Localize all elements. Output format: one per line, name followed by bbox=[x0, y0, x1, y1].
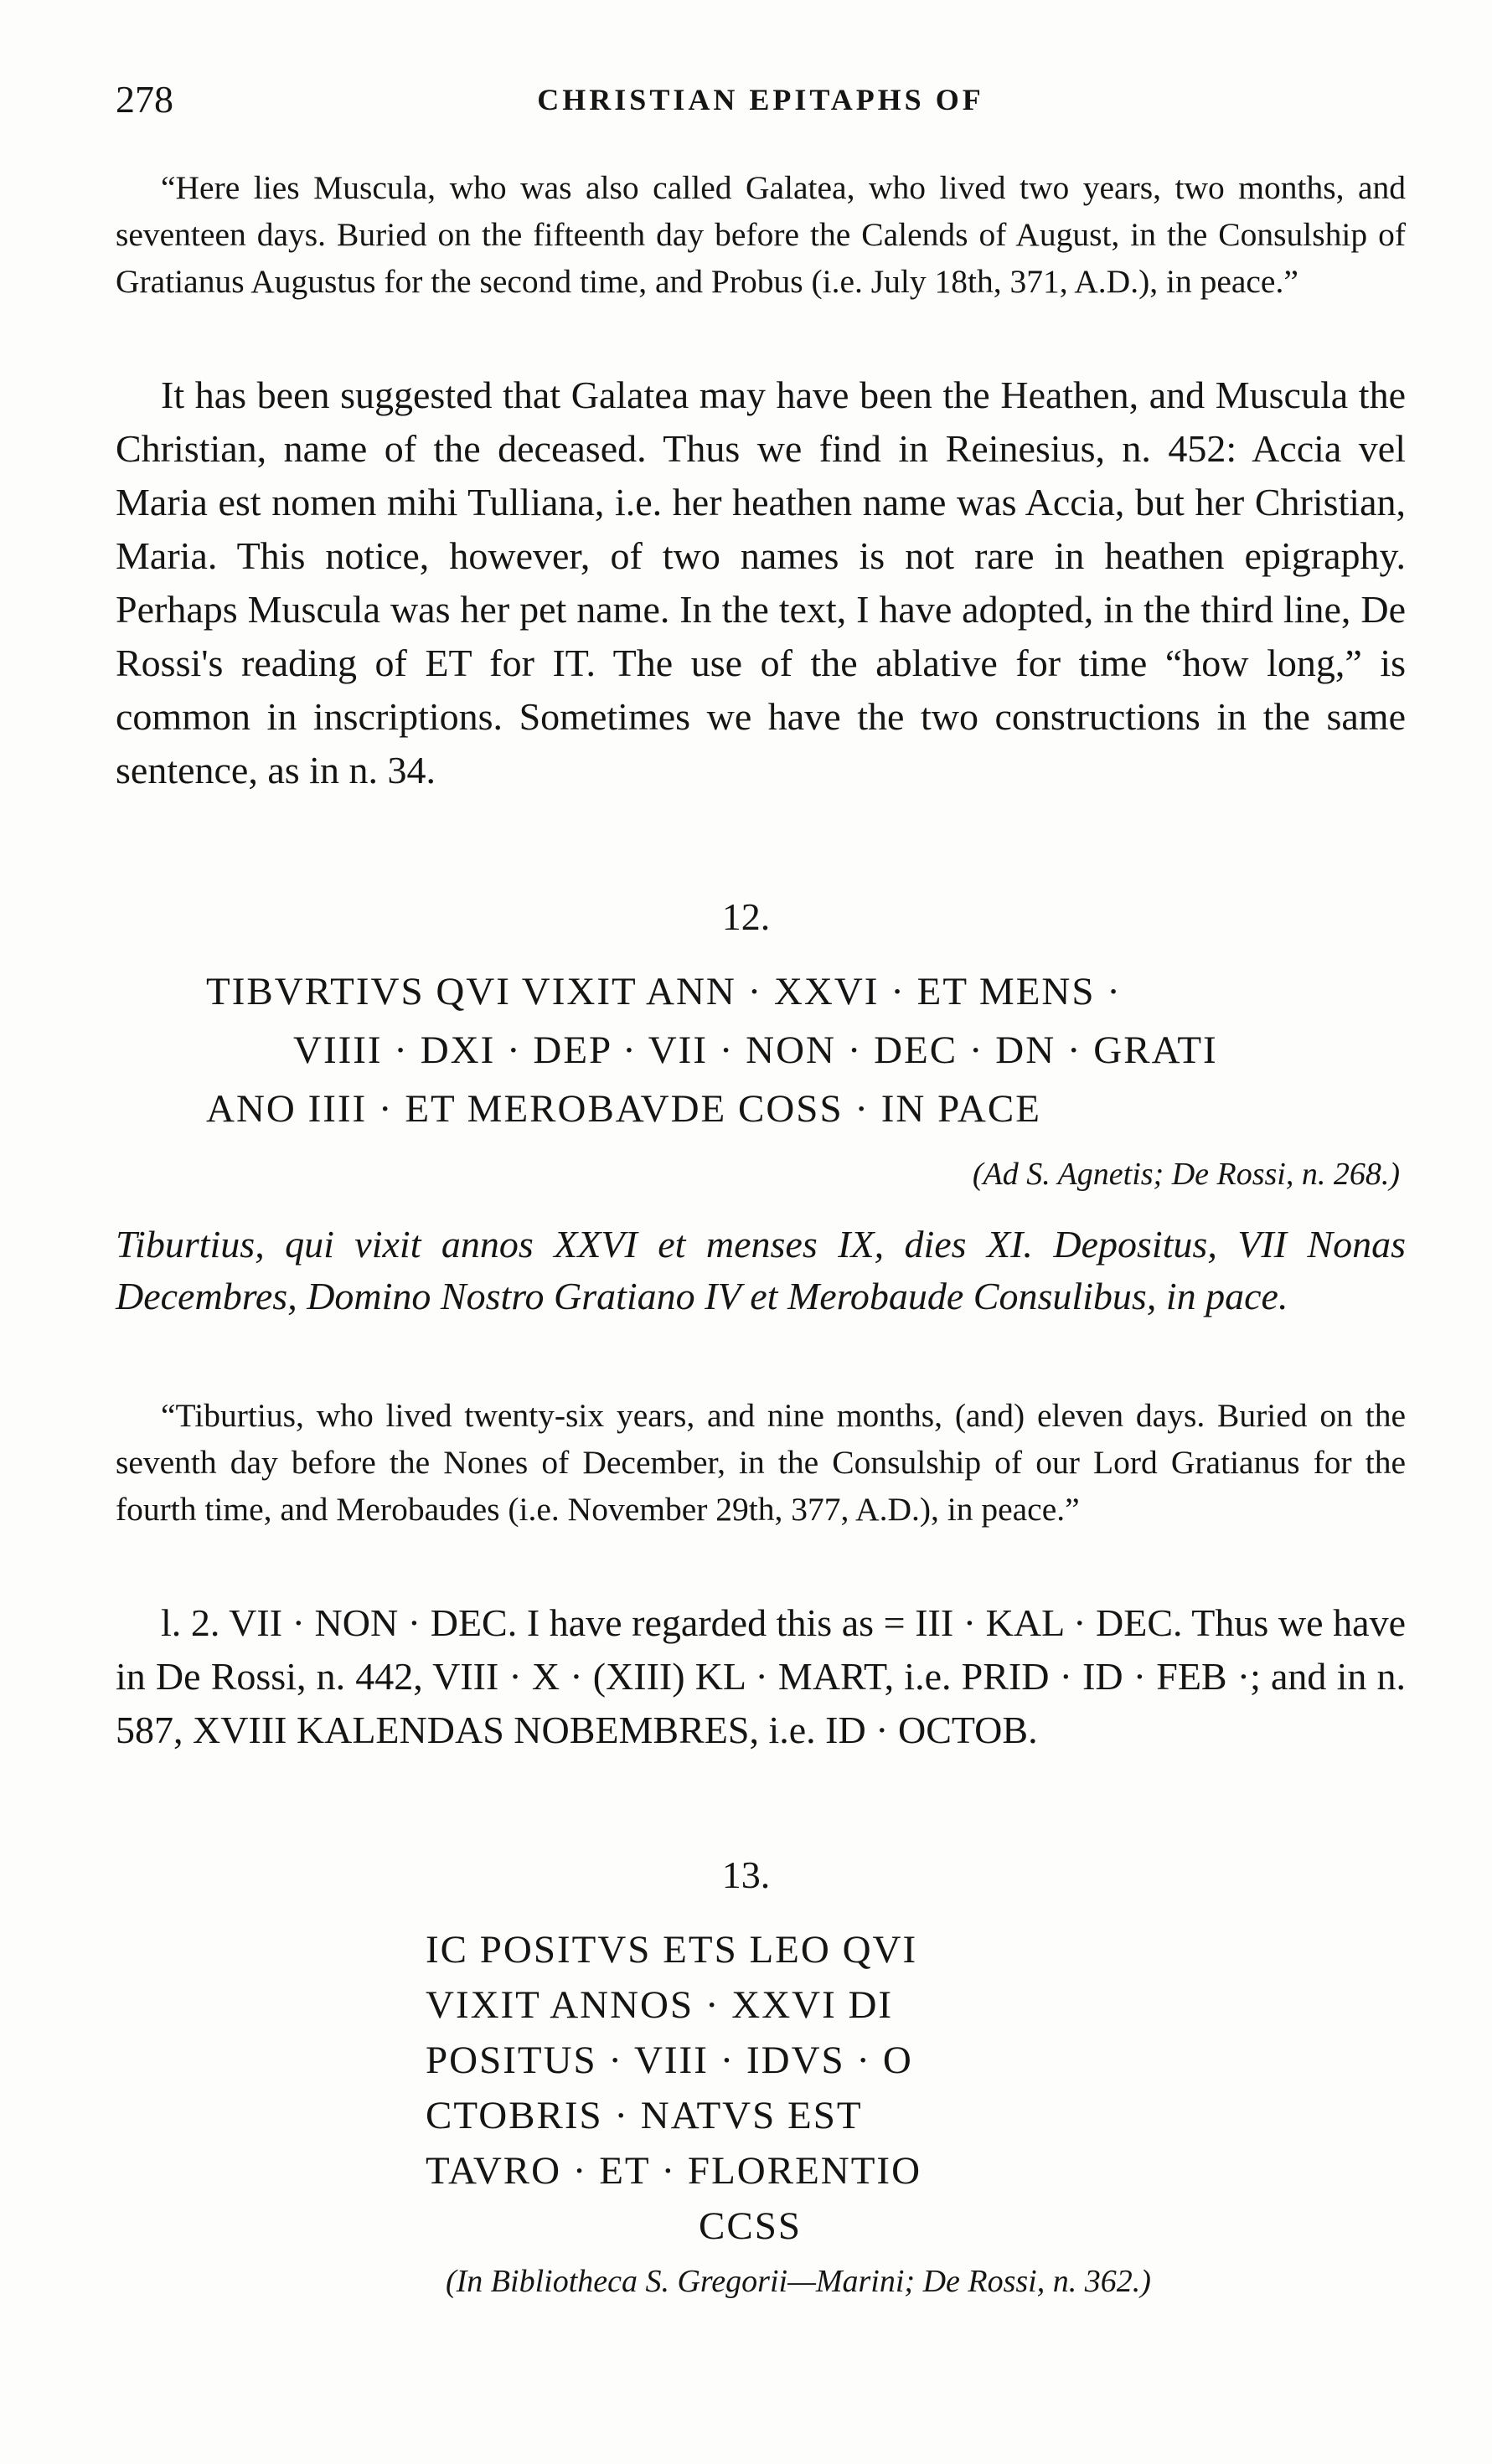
running-title: CHRISTIAN EPITAPHS OF bbox=[537, 83, 984, 116]
note-paragraph-12: l. 2. VII · NON · DEC. I have regarded this as = III · KAL · DEC. Thus we have in De Rossi, n. 442, VIII · X · (XIII) KL · MART, i.e. PRID · ID · FEB ·; and in n. 587, XVIII KALENDAS NOBEMBRES, i.e. ID · OCTOB. bbox=[116, 1601, 1406, 1751]
source-citation-12: (Ad S. Agnetis; De Rossi, n. 268.) bbox=[972, 1157, 1400, 1192]
section-number-12: 12. bbox=[721, 895, 771, 938]
inscription-13-line-6: CCSS bbox=[699, 2204, 802, 2248]
section-number-13: 13. bbox=[721, 1853, 771, 1896]
inscription-12-line-2: VIIII · DXI · DEP · VII · NON · DEC · DN · GRATI bbox=[293, 1028, 1218, 1072]
inscription-12-line-3: ANO IIII · ET MEROBAVDE COSS · IN PACE bbox=[206, 1087, 1041, 1131]
inscription-13-line-2: VIXIT ANNOS · XXVI DI bbox=[426, 1983, 894, 2027]
inscription-13-line-5: TAVRO · ET · FLORENTIO bbox=[426, 2149, 922, 2193]
inscription-13-line-3: POSITUS · VIII · IDVS · O bbox=[426, 2039, 913, 2082]
translation-paragraph-11: “Here lies Muscula, who was also called Galatea, who lived two years, two months, and seventeen days. Buried on the fifteenth day before the Calends of August, in the Consulship of Gratianus Augustus for the second time, and Probus (i.e. July 18th, 371, A.D.), in peace.” bbox=[116, 169, 1406, 300]
inscription-13-line-1: IC POSITVS ETS LEO QVI bbox=[426, 1928, 918, 1972]
commentary-paragraph-11: It has been suggested that Galatea may have been the Heathen, and Muscula the Christian, name of the deceased. Thus we find in Reinesius, n. 452: Accia vel Maria est nomen mihi Tulliana, i.e. her heathen name was Accia, but her Christian, Maria. This notice, however, of two names is not rare in heathen epigraphy. Perhaps Muscula was her pet name. In the text, I have adopted, in the third line, De Rossi's reading of ET for IT. The use of the ablative for time “how long,” is common in inscriptions. Sometimes we have the two constructions in the same sentence, as in n. 34. bbox=[116, 374, 1406, 791]
page-header bbox=[116, 77, 1406, 127]
latin-expansion-12: Tiburtius, qui vixit annos XXVI et menses IX, dies XI. Depositus, VII Nonas Decembres, Domino Nostro Gratiano IV et Merobaude Consulibus, in pace. bbox=[116, 1223, 1406, 1317]
inscription-13-line-4: CTOBRIS · NATVS EST bbox=[426, 2094, 863, 2137]
translation-paragraph-12: “Tiburtius, who lived twenty-six years, and nine months, (and) eleven days. Buried on the seventh day before the Nones of December, in the Consulship of our Lord Gratianus for the fourth time, and Merobaudes (i.e. November 29th, 377, A.D.), in peace.” bbox=[116, 1397, 1406, 1528]
inscription-12-line-1: TIBVRTIVS QVI VIXIT ANN · XXVI · ET MENS · bbox=[206, 970, 1122, 1013]
page-number: 278 bbox=[116, 78, 173, 121]
source-citation-13: (In Bibliotheca S. Gregorii—Marini; De Rossi, n. 362.) bbox=[446, 2264, 1151, 2299]
